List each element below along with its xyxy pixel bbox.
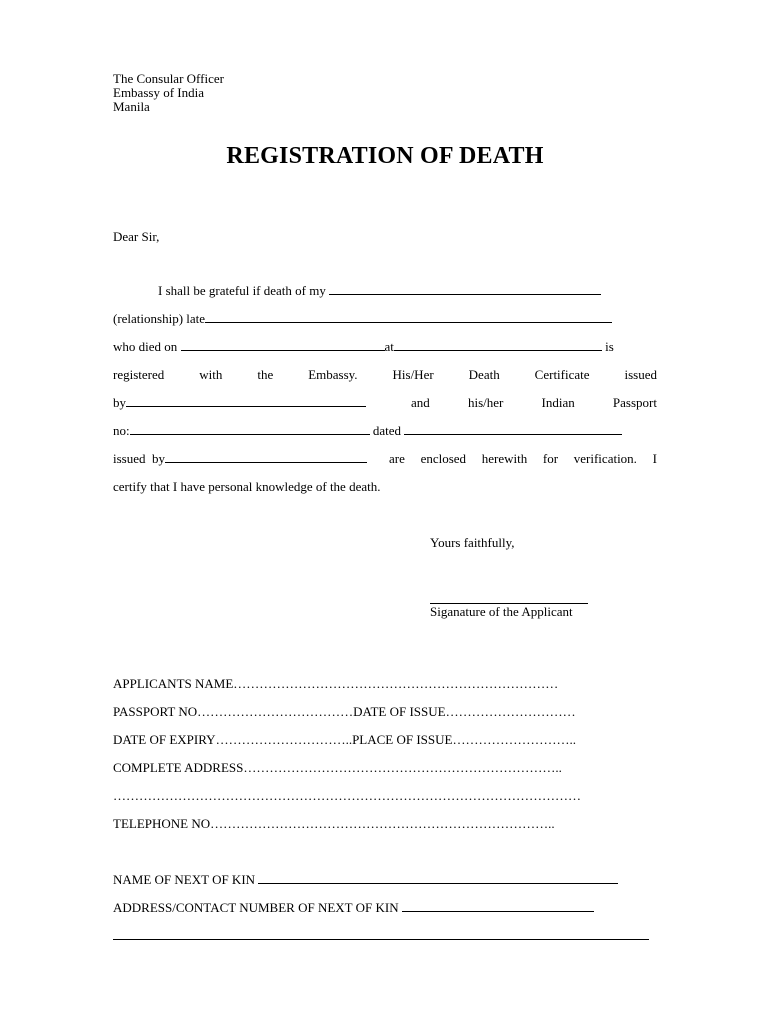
body-line-5 [113,395,657,411]
body-line-3 [113,339,657,355]
body-line-7-word: are [389,451,405,466]
salutation: Dear Sir, [113,229,160,244]
body-line-4-word: Certificate [534,367,590,382]
is-label: is [605,339,614,354]
body-line-5-word: and [411,395,430,410]
document-title: REGISTRATION OF DEATH [226,143,544,169]
body-line-4-word: issued [624,367,657,382]
place-of-death-blank[interactable] [394,339,602,351]
applicant-name-field[interactable]: APPLICANTS NAME………………………………………………………………… [113,676,559,691]
deceased-name-blank[interactable] [205,311,612,323]
body-line-4-word: registered [113,367,165,382]
next-of-kin-name-blank[interactable] [258,872,618,884]
certificate-issuer-blank[interactable] [126,395,366,407]
passport-issuer-blank[interactable] [165,451,367,463]
body-line-4-word: Death [468,367,500,382]
body-line-4-word: the [257,367,274,382]
date-of-death-blank[interactable] [181,339,385,351]
body-line-7-word: enclosed [420,451,467,466]
address-continuation-field[interactable]: ……………………………………………………………………………………………… [113,788,581,803]
body-line-5-words [113,395,657,411]
body-line-4 [113,367,657,383]
body-line-8: certify that I have personal knowledge of the death. [113,479,381,494]
deceased-relationship-blank[interactable] [329,283,601,295]
signature-label: Siganature of the Applicant [430,604,573,619]
body-line-7-word: herewith [481,451,528,466]
died-on-label: who died on [113,339,178,354]
passport-no-field[interactable]: PASSPORT NO………………………………DATE OF ISSUE………………………… [113,704,576,719]
body-line-1-text: I shall be grateful if death of my [158,283,326,298]
body-line-5-word: Indian [541,395,575,410]
dated-label: dated [372,423,402,438]
next-of-kin-name-row [113,872,618,888]
addressee-line-3: Manila [113,99,150,114]
next-of-kin-address-row [113,900,594,916]
next-of-kin-name-label: NAME OF NEXT OF KIN [113,872,256,887]
body-line-4-word: His/Her [392,367,434,382]
body-line-7-word: verification. [573,451,637,466]
body-line-2-text: (relationship) late [113,311,206,326]
passport-date-blank[interactable] [404,423,622,435]
complete-address-field[interactable]: COMPLETE ADDRESS……………………………………………………………….. [113,760,562,775]
addressee-line-2: Embassy of India [113,85,204,100]
next-of-kin-address-label: ADDRESS/CONTACT NUMBER OF NEXT OF KIN [113,900,399,915]
issued-label: issued [113,451,146,466]
body-line-7-words [113,451,657,467]
body-line-1 [113,283,657,299]
body-line-6 [113,423,657,439]
body-line-4-word: with [199,367,223,382]
body-line-2 [113,311,657,327]
body-line-5-word: his/her [467,395,504,410]
telephone-no-field[interactable]: TELEPHONE NO…………………………………………………………………….. [113,816,555,831]
by-label: by [113,395,126,410]
body-line-7-word: for [542,451,559,466]
closing-yours-faithfully: Yours faithfully, [430,535,515,550]
body-line-7-tail [389,451,657,467]
addressee-block [113,72,224,114]
next-of-kin-address-blank[interactable] [402,900,594,912]
next-of-kin-address-continuation-line[interactable] [113,939,649,940]
passport-number-blank[interactable] [130,423,370,435]
passport-no-label: no: [113,423,130,438]
date-of-expiry-field[interactable]: DATE OF EXPIRY…………………………..PLACE OF ISSUE……………………….. [113,732,576,747]
body-line-5-tail [411,395,657,411]
issued-by-label: by [152,451,165,466]
body-line-5-word: Passport [612,395,657,410]
body-line-7 [113,451,657,467]
addressee-line-1: The Consular Officer [113,71,224,86]
body-line-4-word: Embassy. [308,367,358,382]
body-line-7-word: I [652,451,657,466]
at-label: at [384,339,394,354]
body-line-4-words [113,367,657,383]
